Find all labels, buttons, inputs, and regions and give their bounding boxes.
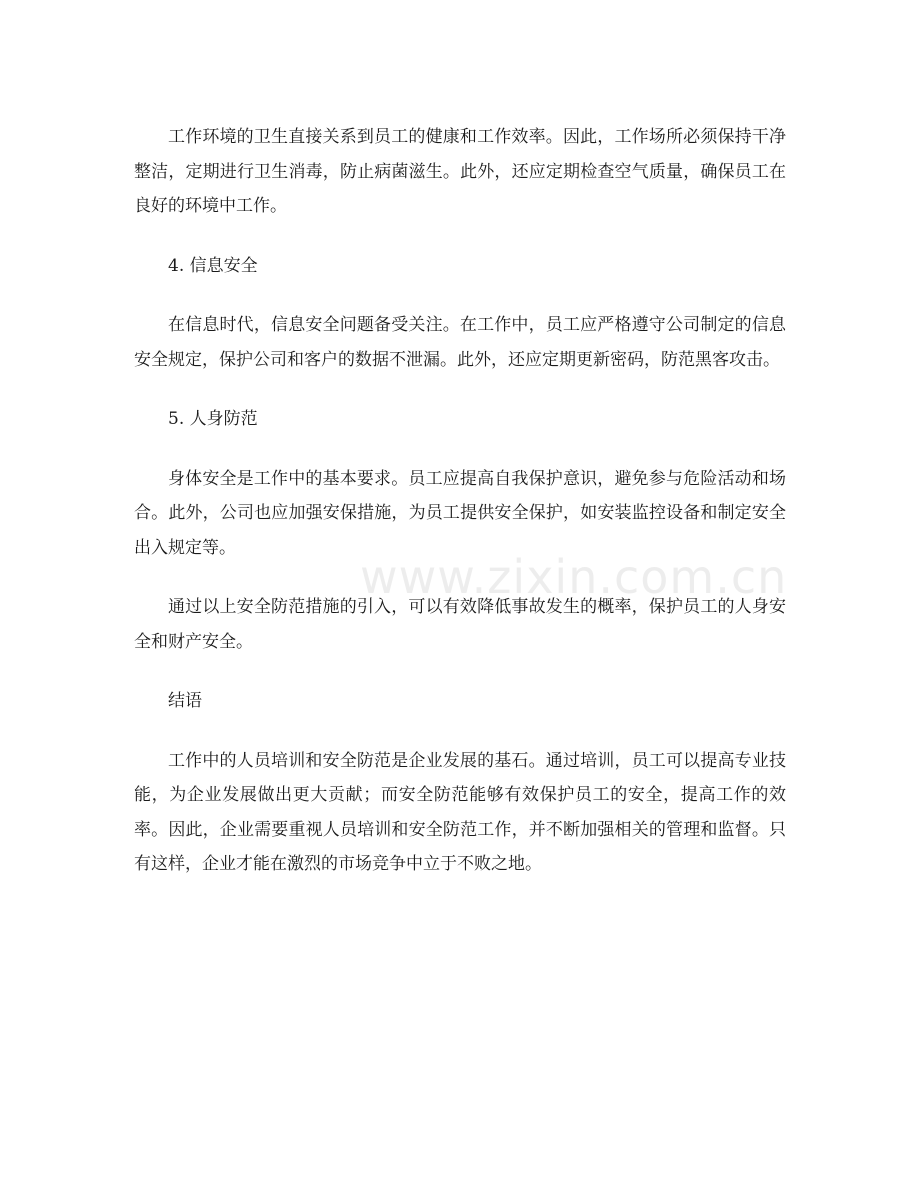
paragraph-safety-summary: 通过以上安全防范措施的引入，可以有效降低事故发生的概率，保护员工的人身安全和财产安全。 [134,597,786,652]
heading-personal-safety: 5. 人身防范 [168,409,258,429]
heading-conclusion: 结语 [168,691,202,711]
paragraph-information-security: 在信息时代，信息安全问题备受关注。在工作中，员工应严格遵守公司制定的信息安全规定，保护公司和客户的数据不泄漏。此外，还应定期更新密码，防范黑客攻击。 [134,315,786,370]
document-body [134,120,786,907]
heading-information-security: 4. 信息安全 [168,255,258,276]
paragraph-environment-hygiene: 工作环境的卫生直接关系到员工的健康和工作效率。因此，工作场所必须保持干净整洁，定期进行卫生消毒，防止病菌滋生。此外，还应定期检查空气质量，确保员工在良好的环境中工作。 [134,127,786,216]
paragraph-personal-safety: 身体安全是工作中的基本要求。员工应提高自我保护意识，避免参与危险活动和场合。此外，公司也应加强安保措施，为员工提供安全保护，如安装监控设备和制定安全出入规定等。 [134,468,786,558]
paragraph-conclusion: 工作中的人员培训和安全防范是企业发展的基石。通过培训，员工可以提高专业技能，为企业发展做出更大贡献；而安全防范能够有效保护员工的安全，提高工作的效率。因此，企业需要重视人员培训和安全防范工作，并不断加强相关的管理和监督。只有这样，企业才能在激烈的市场竞争中立于不败之地。 [134,750,786,874]
watermark: www.zixin.com.cn [360,550,788,604]
